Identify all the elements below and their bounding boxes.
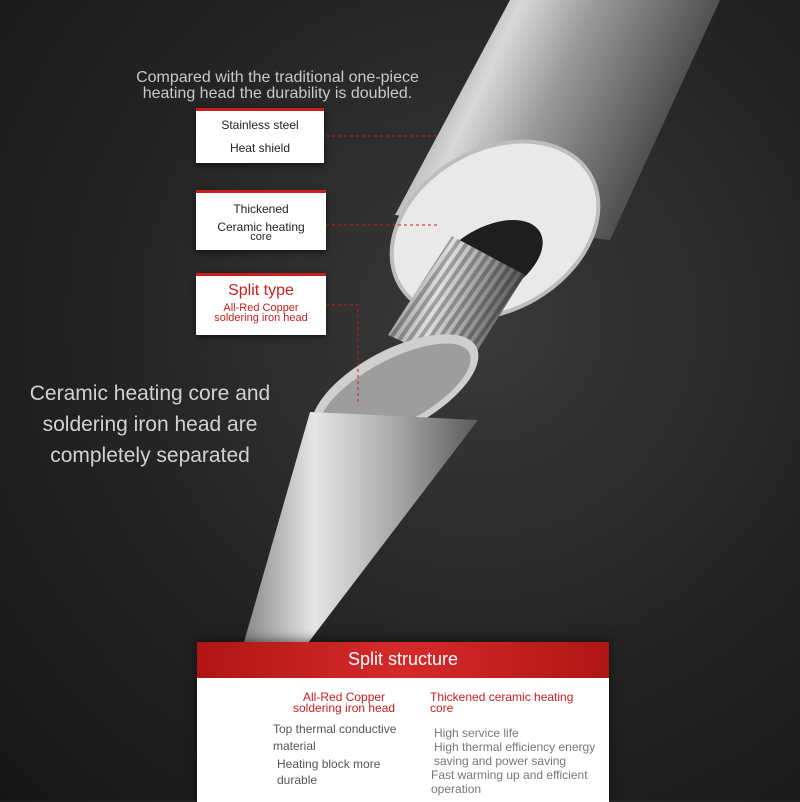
left-feature-1-line-1: Top thermal conductive [273,722,397,736]
right-heading-line-2: core [430,701,454,715]
right-feature-3-line-2: operation [431,782,482,796]
split-callout-line [326,305,358,405]
separation-caption-line-2: soldering iron head are [42,413,258,436]
left-heading-line-1: All-Red Copper [303,690,386,704]
label-split-line-1: Split type [228,282,294,299]
label-stainless-line-2: Heat shield [229,141,291,155]
left-feature-1-line-2: material [273,739,316,753]
left-feature-2-line-1: Heating block more [277,757,381,771]
right-feature-2-line-1: High thermal efficiency energy [434,740,596,754]
left-feature-1 [273,722,396,753]
label-stainless-line-1: Stainless steel [221,118,299,132]
label-stainless-steel [196,108,324,163]
right-heading-line-1: Thickened ceramic heating [430,690,574,704]
label-ceramic-line-3: core [250,231,272,243]
left-feature-2 [277,757,380,787]
right-feature-1 [434,726,519,740]
label-split-line-2: All-Red Copper [223,302,299,314]
separation-caption-line-1: Ceramic heating core and [29,382,271,405]
right-column-heading [430,692,573,714]
left-feature-2-line-2: durable [277,773,318,787]
right-feature-2 [434,740,595,768]
split-structure-panel [197,642,609,802]
right-feature-1-line-1: High service life [434,726,519,740]
right-feature-3 [431,768,588,796]
headline-line-1: Compared with the traditional one-piece [136,69,419,86]
separation-caption [10,378,290,471]
left-column-heading [293,692,395,714]
separation-caption-line-3: completely separated [50,444,250,467]
panel-title: Split structure [197,642,609,678]
right-feature-3-line-1: Fast warming up and efficient [431,768,588,782]
label-split-line-3: soldering iron head [214,312,308,324]
headline-line-2: heating head the durability is doubled. [142,85,413,102]
label-split-type [196,273,326,335]
label-ceramic-line-2: Ceramic heating [217,220,305,234]
label-ceramic-line-1: Thickened [233,202,289,216]
left-heading-line-2: soldering iron head [293,701,396,715]
right-feature-2-line-2: saving and power saving [434,754,567,768]
label-ceramic-core [196,190,326,250]
